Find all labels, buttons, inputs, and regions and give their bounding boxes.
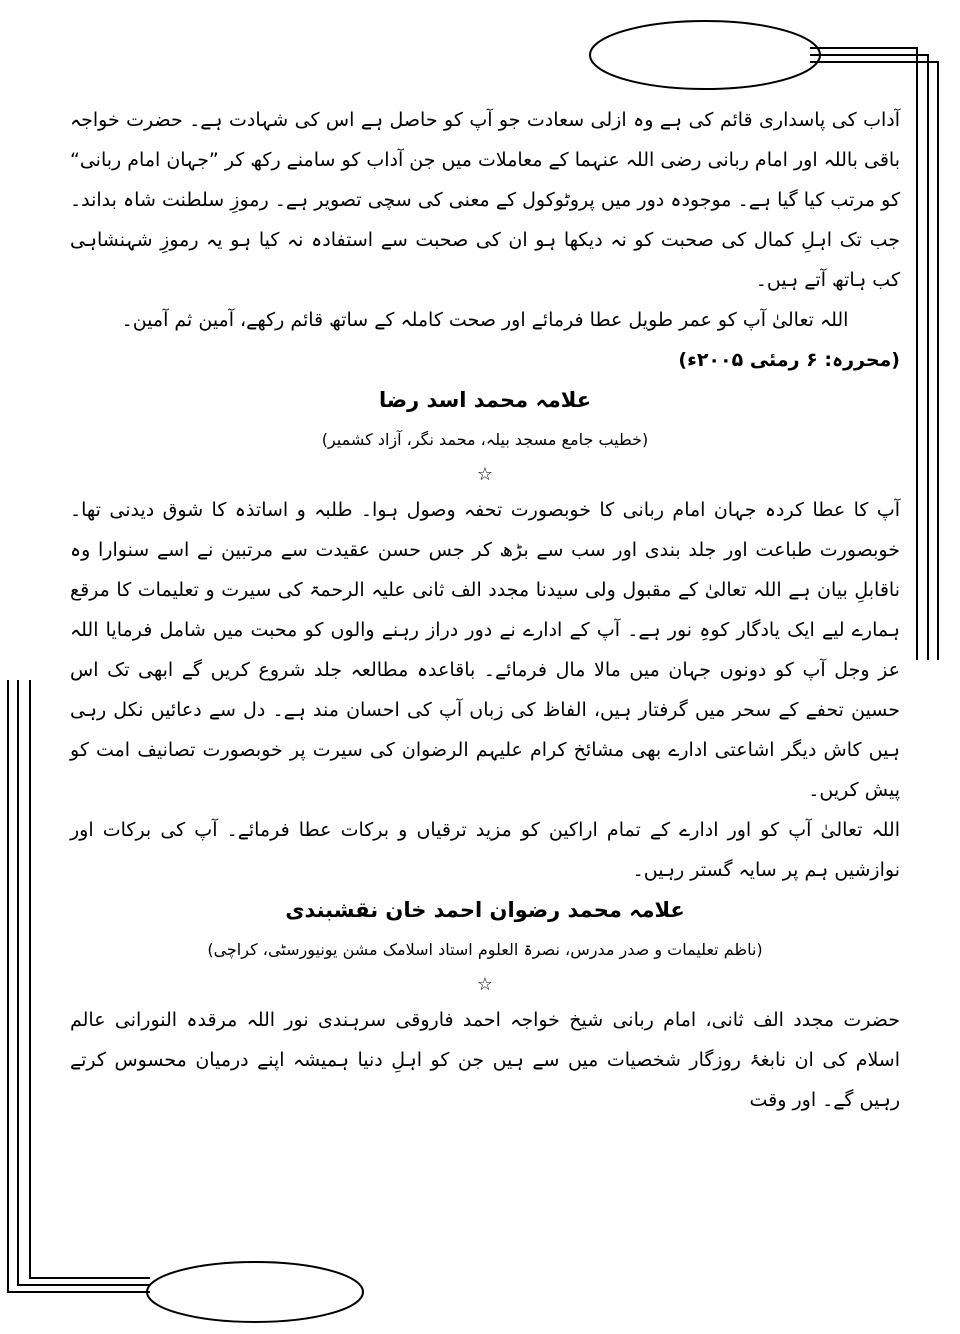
entry-2-author-name: علامہ محمد رضوان احمد خان نقشبندی bbox=[285, 898, 685, 922]
entry-3-paragraph-1: حضرت مجدد الف ثانی، امام ربانی شیخ خواجہ احمد فاروقی سرہندی نور اللہ مرقدہ النورانی عالم اسلام کی ان نابغۂ روزگار شخصیات میں سے ہیں جن کو اہلِ دنیا ہمیشہ اپنے درمیان محسوس کرتے رہیں گے۔ اور وقت bbox=[70, 1009, 900, 1111]
page-content bbox=[70, 100, 900, 1280]
entry-1-paragraph-1: آداب کی پاسداری قائم کی ہے وہ ازلی سعادت جو آپ کو حاصل ہے اس کی شہادت ہے۔ حضرت خواجہ باقی باللہ اور امام ربانی رضی اللہ عنہما کے معاملات میں جن آداب کو سامنے رکھ کر ”جہان امام ربانی“ کو مرتب کیا گیا ہے۔ موجودہ دور میں پروٹوکول کے معنی کی سچی تصویر ہے۔ رموزِ سلطنت شاہ بداند۔ جب تک اہلِ کمال کی صحبت کو نہ دیکھا ہو ان کی صحبت سے استفادہ نہ کیا ہو یہ رموزِ شہنشاہی کب ہاتھ آتے ہیں۔ bbox=[70, 109, 900, 291]
entry-1-author-name: علامہ محمد اسد رضا bbox=[378, 388, 592, 412]
star-separator-icon: ☆ bbox=[476, 974, 494, 995]
entry-1-blessing: اللہ تعالیٰ آپ کو عمر طویل عطا فرمائے اور صحت کاملہ کے ساتھ قائم رکھے، آمین ثم آمین۔ bbox=[121, 309, 849, 331]
entry-2-paragraph-2: اللہ تعالیٰ آپ کو اور ادارے کے تمام اراکین کو مزید ترقیاں و برکات عطا فرمائے۔ آپ کی برکات اور نوازشیں ہم پر سایہ گستر رہیں۔ bbox=[70, 819, 900, 881]
entry-1-author-title: (خطیب جامع مسجد بیلہ، محمد نگر، آزاد کشمیر) bbox=[321, 430, 649, 449]
entry-2-author-title: (ناظم تعلیمات و صدر مدرس، نصرۃ العلوم استاد اسلامک مشن یونیورسٹی، کراچی) bbox=[207, 940, 763, 959]
entry-1-date: (محررہ: ۶ رمئی ۲۰۰۵ء) bbox=[678, 349, 900, 371]
star-separator-icon: ☆ bbox=[476, 464, 494, 485]
entry-2-paragraph-1: آپ کا عطا کردہ جہان امام ربانی کا خوبصورت تحفہ وصول ہوا۔ طلبہ و اساتذہ کا شوق دیدنی تھا۔ خوبصورت طباعت اور جلد بندی اور سب سے بڑھ کر جس حسن عقیدت سے مرتبین نے اسے سنوارا وہ ناقابلِ بیان ہے اللہ تعالیٰ کے مقبول ولی سیدنا مجدد الف ثانی علیہ الرحمۃ کی سیرت و تعلیمات کا مرقع ہمارے لیے ایک یادگار کوہِ نور ہے۔ آپ کے ادارے نے دور دراز رہنے والوں کو محبت میں شامل فرمایا اللہ عز وجل آپ کو دونوں جہان میں مالا مال فرمائے۔ باقاعدہ مطالعہ جلد شروع کریں گے ابھی تک اس حسین تحفے کے سحر میں گرفتار ہیں، الفاظ کی زباں آپ کی احسان مند ہے۔ دل سے دعائیں نکل رہی ہیں کاش دیگر اشاعتی ادارے بھی مشائخ کرام علیہم الرضوان کی سیرت پر خوبصورت تصانیف امت کو پیش کریں۔ bbox=[70, 499, 900, 801]
